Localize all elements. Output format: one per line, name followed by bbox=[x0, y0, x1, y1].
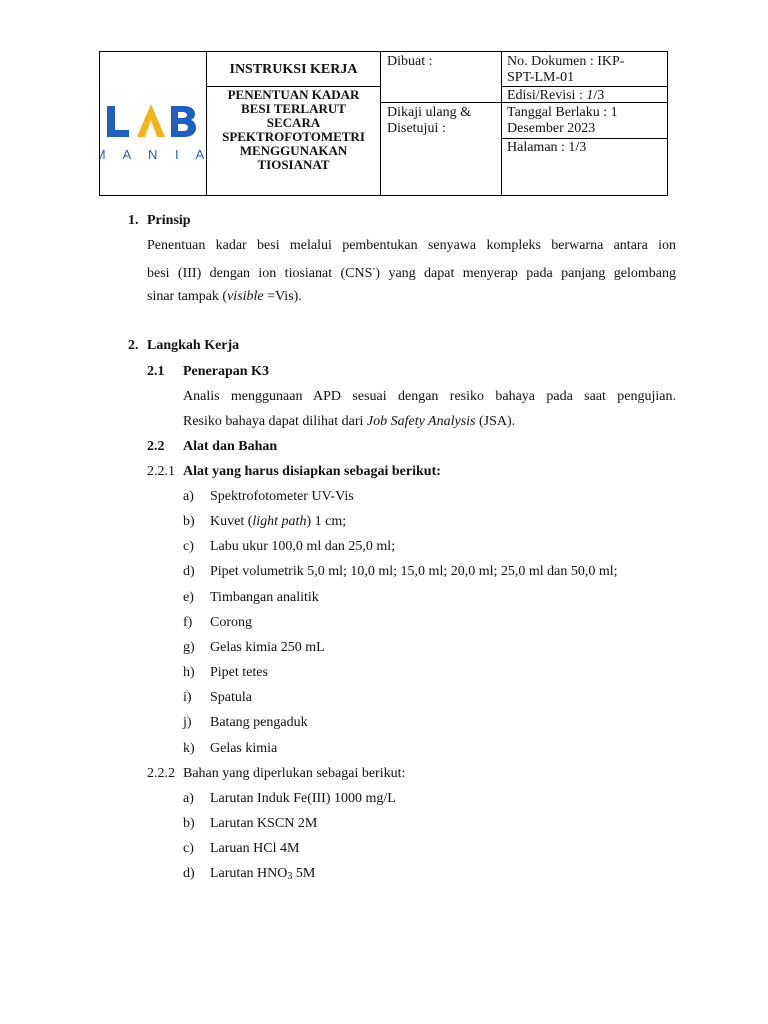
effective-date: Tanggal Berlaku : 1 Desember 2023 bbox=[507, 105, 618, 136]
list-marker: k) bbox=[183, 741, 195, 756]
list-item: Gelas kimia bbox=[210, 741, 278, 756]
list-marker: c) bbox=[183, 539, 194, 554]
list-item: Laruan HCl 4M bbox=[210, 841, 300, 856]
list-item: Pipet tetes bbox=[210, 665, 268, 680]
lab-mania-logo bbox=[100, 52, 206, 195]
list-marker: e) bbox=[183, 590, 194, 605]
list-marker: b) bbox=[183, 816, 195, 831]
document-type-title: INSTRUKSI KERJA bbox=[229, 62, 358, 77]
edition-revision: Edisi/Revisi : 1/3 bbox=[507, 88, 605, 103]
section-1-number: 1. bbox=[128, 213, 139, 228]
section-2-1-line-1: Analis menggunaan APD sesuai dengan resiko bahaya pada saat pengujian. bbox=[183, 389, 676, 404]
list-marker: d) bbox=[183, 564, 195, 579]
section-2-2-heading: Alat dan Bahan bbox=[183, 439, 278, 454]
section-1-paragraph-line-3: sinar tampak (visible =Vis). bbox=[147, 289, 302, 304]
document-number: No. Dokumen : IKP- SPT-LM-01 bbox=[507, 54, 625, 85]
list-marker: i) bbox=[183, 690, 192, 705]
dikaji-label: Dikaji ulang & Disetujui : bbox=[387, 105, 471, 136]
list-item: Larutan Induk Fe(III) 1000 mg/L bbox=[210, 791, 396, 806]
dibuat-label: Dibuat : bbox=[387, 54, 433, 69]
page-number: Halaman : 1/3 bbox=[507, 140, 587, 155]
section-2-2-1-heading: Alat yang harus disiapkan sebagai berikut: bbox=[183, 464, 441, 479]
section-1-paragraph-line-1: Penentuan kadar besi melalui pembentukan senyawa kompleks berwarna antara ion bbox=[147, 238, 676, 253]
section-2-2-2-heading: Bahan yang diperlukan sebagai berikut: bbox=[183, 766, 406, 781]
list-item: Spatula bbox=[210, 690, 252, 705]
section-2-number: 2. bbox=[128, 338, 139, 353]
document-header-table bbox=[99, 51, 668, 196]
list-item: Kuvet (light path) 1 cm; bbox=[210, 514, 347, 529]
list-item: Timbangan analitik bbox=[210, 590, 319, 605]
list-marker: b) bbox=[183, 514, 195, 529]
list-item: Pipet volumetrik 5,0 ml; 10,0 ml; 15,0 ml; 20,0 ml; 25,0 ml dan 50,0 ml; bbox=[210, 564, 618, 579]
list-marker: f) bbox=[183, 615, 193, 630]
list-marker: j) bbox=[183, 715, 192, 730]
list-marker: d) bbox=[183, 866, 195, 881]
list-marker: a) bbox=[183, 791, 194, 806]
list-item: Batang pengaduk bbox=[210, 715, 308, 730]
list-marker: a) bbox=[183, 489, 194, 504]
list-item: Corong bbox=[210, 615, 252, 630]
list-item: Larutan KSCN 2M bbox=[210, 816, 318, 831]
list-marker: c) bbox=[183, 841, 194, 856]
section-2-2-1-number: 2.2.1 bbox=[147, 464, 175, 479]
section-1-heading: Prinsip bbox=[147, 213, 191, 228]
logo-subtext: M A N I A bbox=[100, 147, 206, 162]
section-2-2-number: 2.2 bbox=[147, 439, 165, 454]
list-item: Spektrofotometer UV-Vis bbox=[210, 489, 354, 504]
section-2-2-2-number: 2.2.2 bbox=[147, 766, 175, 781]
section-1-paragraph-line-2: besi (III) dengan ion tiosianat (CNS-) yang dapat menyerap pada panjang gelombang bbox=[147, 263, 677, 281]
list-item: Labu ukur 100,0 ml dan 25,0 ml; bbox=[210, 539, 396, 554]
section-2-1-number: 2.1 bbox=[147, 364, 165, 379]
section-2-1-heading: Penerapan K3 bbox=[183, 364, 269, 379]
list-marker: h) bbox=[183, 665, 195, 680]
list-item: Larutan $HNO_3$ 5M bbox=[210, 866, 316, 882]
procedure-title: PENENTUAN KADAR BESI TERLARUT SECARA SPEKTROFOTOMETRI MENGGUNAKAN TIOSIANAT bbox=[222, 87, 365, 172]
list-item: Gelas kimia 250 mL bbox=[210, 640, 325, 655]
section-2-heading: Langkah Kerja bbox=[147, 338, 240, 353]
section-2-1-line-2: Resiko bahaya dapat dilihat dari Job Safety Analysis (JSA). bbox=[183, 414, 516, 429]
list-marker: g) bbox=[183, 640, 195, 655]
